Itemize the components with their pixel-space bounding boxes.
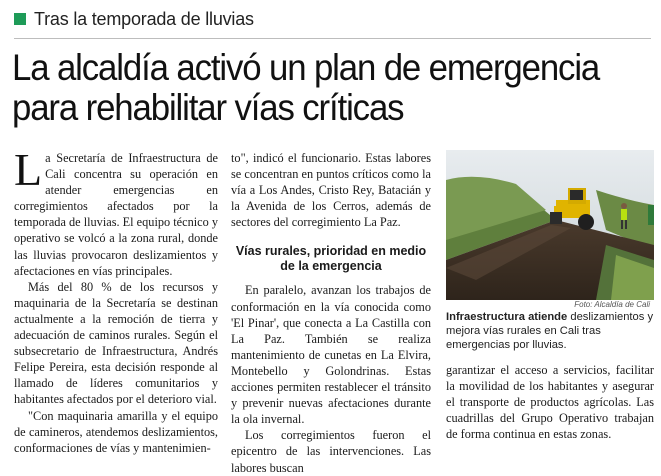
paragraph-text: a Secretaría de Infraestructura de Cali concentra su operación en atender emergencias en corregimientos afectados por la temporada de lluvias. El equipo técnico y operativo se volcó a la zona rural, donde las lluvias provocaron deslizamientos y afectaciones en vías principales.	[14, 151, 218, 278]
headline	[12, 48, 614, 128]
article-photo	[446, 150, 654, 300]
section-marker-icon	[14, 13, 26, 25]
caption-lead: Infraestructura atiende	[446, 311, 568, 323]
article-paragraph: to", indicó el funcionario. Estas labores se concentran en puntos críticos como la vía a Los Andes, Cristo Rey, Batacián y la Avenida de los Cerros, además de sectores del corregimiento La Paz.	[231, 151, 431, 230]
headline-line-1: La alcaldía activó un plan de emergencia	[12, 47, 600, 88]
section-header	[14, 8, 254, 30]
article-column-1	[14, 144, 218, 456]
caption-text: deslizamientos y mejora vías rurales en Cali tras emergencias por lluvias.	[446, 311, 654, 351]
article-paragraph: En paralelo, avanzan los trabajos de conformación en la vía conocida como 'El Pinar', que conecta a La Castilla con La Paz. También se realiza mantenimiento de cunetas en La Elvira, Montebello y Golondrinas. Estas acciones permiten restablecer el tránsito y prevenir nuevas afectaciones durante la ola invernal.	[231, 283, 431, 427]
photo-caption	[446, 310, 654, 352]
section-label: Tras la temporada de lluvias	[34, 8, 254, 29]
article-paragraph	[14, 144, 218, 279]
article-paragraph: garantizar el acceso a servicios, facilitar la movilidad de los habitantes y asegurar el transporte de productos agrícolas. Las cuadrillas del Grupo Operativo trabajan de forma continua en estas zonas.	[446, 363, 654, 442]
article-column-2	[231, 150, 431, 476]
article-paragraph: Más del 80 % de los recursos y maquinaria de la Secretaría se destinan actualmente a la remoción de tierra y adecuación de caminos rurales. Según el subsecretario de Infraestructura, Andrés Felipe Pereira, esta decisión responde al llamado de líderes comunitarios y habitantes afectados por el deterioro vial.	[14, 279, 218, 407]
section-divider	[14, 38, 651, 39]
article-paragraph: Los corregimientos fueron el epicentro de las intervenciones. Las labores buscan	[231, 428, 431, 475]
drop-cap: L	[14, 144, 43, 195]
article-subheading: Vías rurales, prioridad en medio de la emergencia	[235, 244, 427, 274]
headline-line-2: para rehabilitar vías críticas	[12, 87, 404, 128]
photo-credit: Foto: Alcaldía de Cali	[574, 300, 650, 309]
article-column-3	[446, 362, 654, 442]
article-paragraph: "Con maquinaria amarilla y el equipo de camineros, atendemos deslizamientos, conformaciones de vías y mantenimien-	[14, 408, 218, 455]
road-work-photo	[446, 150, 654, 300]
